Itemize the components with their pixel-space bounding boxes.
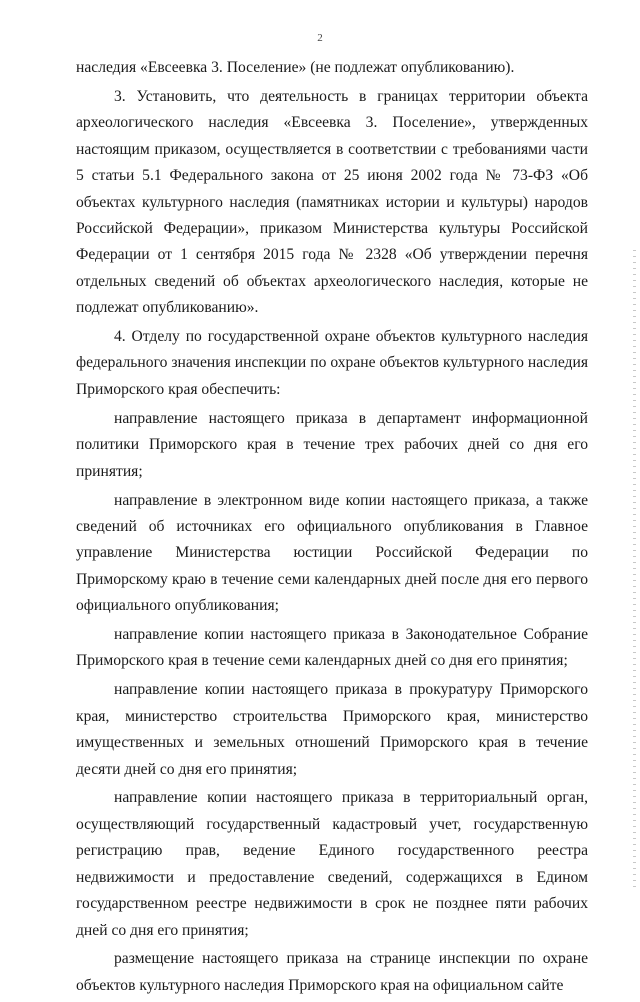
paragraph-prosecutor-office: направление копии настоящего приказа в прокуратуру Приморского края, министерство строительства Приморского края, министерство имущественных и земельных отношений Приморского края в течение десяти дней со дня его принятия; [76,681,588,778]
document-body [76,55,588,1002]
paragraph-continuation: наследия «Евсеевка 3. Поселение» (не подлежат опубликованию). [76,59,515,76]
paragraph-website-publication: размещение настоящего приказа на странице инспекции по охране объектов культурного наследия Приморского края на официальном сайте [76,950,588,994]
paragraph-territorial-body: направление копии настоящего приказа в территориальный орган, осуществляющий государственный кадастровый учет, государственную регистрацию прав, ведение Единого государственного реестра недвижимости и предоставление сведений, содержащихся в Едином государственном реестре недвижимости в срок не позднее пяти рабочих дней со дня его принятия; [76,789,588,939]
paragraph-item-4: 4. Отделу по государственной охране объектов культурного наследия федерального значения инспекции по охране объектов культурного наследия Приморского края обеспечить: [76,328,588,398]
paragraph-ministry-of-justice: направление в электронном виде копии настоящего приказа, а также сведений об источниках его официального опубликования в Главное управление Министерства юстиции Российской Федерации по Приморскому краю в течение семи календарных дней после дня его первого официального опубликования; [76,491,588,615]
paragraph-info-policy-department: направление настоящего приказа в департамент информационной политики Приморского края в течение трех рабочих дней со дня его принятия; [76,409,588,480]
paragraph-item-3: 3. Установить, что деятельность в границах территории объекта археологического наследия «Евсеевка 3. Поселение», утвержденных настоящим приказом, осуществляется в соответствии с требованиями части 5 статьи 5.1 Федерального закона от 25 июня 2002 года № 73-ФЗ «Об объектах культурного наследия (памятниках истории и культуры) народов Российской Федерации», приказом Министерства культуры Российской Федерации от 1 сентября 2015 года № 2328 «Об утверждении перечня отдельных сведений об объектах археологического наследия, которые не подлежат опубликованию». [76,87,588,317]
paragraph-legislative-assembly: направление копии настоящего приказа в Законодательное Собрание Приморского края в течение семи календарных дней со дня его принятия; [76,626,588,670]
scan-edge-marks [633,250,636,890]
page-number: 2 [317,32,323,44]
